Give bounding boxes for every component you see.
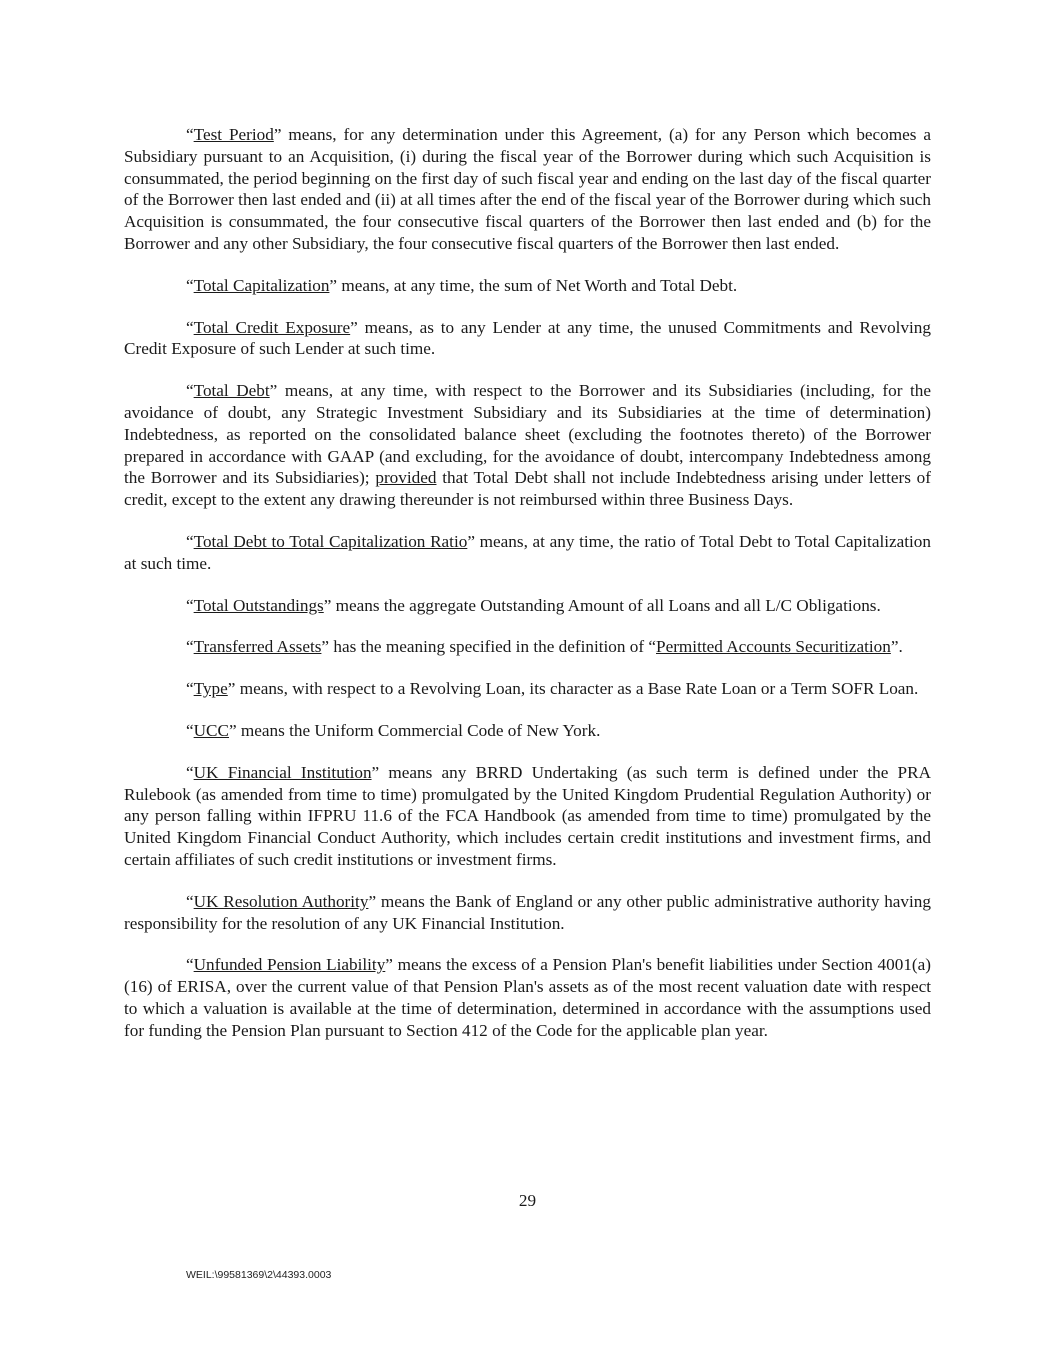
defined-term: Total Credit Exposure — [193, 317, 351, 337]
defined-term: Transferred Assets — [193, 637, 322, 657]
definition-text: means the aggregate Outstanding Amount of all Loans and all L/C Obligations. — [331, 595, 881, 615]
definition-uk-financial-institution: “UK Financial Institution” means any BRRD Undertaking (as such term is defined under the PRA Rulebook (as amended from time to time) promulgated by the United Kingdom Prudential Regulation Authority) or any person falling within IFPRU 11.6 of the FCA Handbook (as amended from time to time) promulgated by the United Kingdom Financial Conduct Authority, which includes certain credit institutions and investment firms, and certain affiliates of such credit institutions or investment firms. — [124, 762, 931, 869]
definition-total-debt: “Total Debt” means, at any time, with respect to the Borrower and its Subsidiaries (including, for the avoidance of doubt, any Strategic Investment Subsidiary and its Subsidiaries at the time of determination) Indebtedness, as reported on the consolidated balance sheet (excluding the footnotes thereto) of the Borrower prepared in accordance with GAAP (and excluding, for the avoidance of doubt, intercompany Indebtedness among the Borrower and its Subsidiaries); provided that Total Debt shall not include Indebtedness arising under letters of credit, except to the extent any drawing thereunder is not reimbursed within three Business Days. — [124, 381, 931, 510]
definition-text: means the Uniform Commercial Code of New York. — [236, 720, 601, 740]
defined-term: UCC — [193, 720, 229, 740]
definition-text: means any BRRD Undertaking (as such term is defined under the PRA Rulebook (as amended from time to time) promulgated by the United Kingdom Prudential Regulation Authority) or any person falling within IFPRU 11.6 of the FCA Handbook (as amended from time to time) promulgated by the United Kingdom Financial Conduct Authority, which includes certain credit institutions and investment firms, and certain affiliates of such credit institutions or investment firms. — [124, 762, 931, 869]
definition-uk-resolution-authority: “UK Resolution Authority” means the Bank of England or any other public administrative authority having responsibility for the resolution of any UK Financial Institution. — [124, 891, 931, 933]
definition-test-period: “Test Period” means, for any determination under this Agreement, (a) for any Person which becomes a Subsidiary pursuant to an Acquisition, (i) during the fiscal year of the Borrower during which such Acquisition is consummated, the period beginning on the first day of such fiscal year and ending on the last day of the fiscal quarter of the Borrower then last ended and (ii) at all times after the end of the fiscal year of the Borrower during which such Acquisition is consummated, the four consecutive fiscal quarters of the Borrower then last ended and (b) for the Borrower and any other Subsidiary, the four consecutive fiscal quarters of the Borrower then last ended. — [124, 125, 931, 253]
definition-text: that Total Debt shall not include Indebtedness arising under letters of credit, except to the extent any drawing thereunder is not reimbursed within three Business Days. — [124, 468, 931, 510]
definition-text: means, at any time, with respect to the Borrower and its Subsidiaries (including, for the avoidance of doubt, any Strategic Investment Subsidiary and its Subsidiaries at the time of determination) Indebtedness, as reported on the consolidated balance sheet (excluding the footnotes thereto) of the Borrower prepared in accordance with GAAP (and excluding, for the avoidance of doubt, intercompany Indebtedness among the Borrower and its Subsidiaries); — [124, 381, 931, 488]
definition-unfunded-pension-liability: “Unfunded Pension Liability” means the excess of a Pension Plan's benefit liabilities under Section 4001(a)(16) of ERISA, over the current value of that Pension Plan's assets as of the most recent valuation date with respect to which a valuation is available at the time of determination, determined in accordance with the assumptions used for funding the Pension Plan pursuant to Section 412 of the Code for the applicable plan year. — [124, 955, 931, 1040]
definition-text: means, at any time, the ratio of Total Debt to Total Capitalization at such time. — [124, 531, 931, 573]
defined-term: Total Debt to Total Capitalization Ratio — [193, 531, 468, 551]
definition-text: means, for any determination under this Agreement, (a) for any Person which becomes a Subsidiary pursuant to an Acquisition, (i) during the fiscal year of the Borrower during which such Acquisition is consummated, the period beginning on the first day of such fiscal year and ending on the last day of the fiscal quarter of the Borrower then last ended and (ii) at all times after the end of the fiscal year of the Borrower during which such Acquisition is consummated, the four consecutive fiscal quarters of the Borrower then last ended and (b) for the Borrower and any other Subsidiary, the four consecutive fiscal quarters of the Borrower then last ended. — [124, 125, 931, 253]
cross-reference-term: Permitted Accounts Securitization — [656, 637, 891, 657]
defined-term: Total Capitalization — [193, 275, 330, 295]
definition-text: means the Bank of England or any other public administrative authority having responsibility for the resolution of any UK Financial Institution. — [124, 891, 931, 933]
definition-text: means, at any time, the sum of Net Worth and Total Debt. — [337, 275, 738, 295]
definition-ucc: “UCC” means the Uniform Commercial Code of New York. — [186, 720, 601, 740]
definition-text: ”. — [890, 637, 903, 657]
defined-term: Unfunded Pension Liability — [193, 955, 386, 975]
defined-term: Total Debt — [193, 381, 270, 401]
definition-total-debt-ratio: “Total Debt to Total Capitalization Ratio” means, at any time, the ratio of Total Debt to Total Capitalization at such time. — [124, 531, 931, 573]
defined-term: Total Outstandings — [193, 595, 324, 615]
definition-total-capitalization: “Total Capitalization” means, at any time, the sum of Net Worth and Total Debt. — [186, 275, 738, 295]
defined-term: Test Period — [193, 125, 274, 144]
definition-text: means, with respect to a Revolving Loan, its character as a Base Rate Loan or a Term SOFR Loan. — [235, 679, 919, 699]
defined-term: Type — [193, 679, 228, 699]
underlined-word: provided — [375, 468, 437, 488]
definition-text: has the meaning specified in the definition of “ — [329, 637, 657, 657]
document-body — [124, 124, 931, 1062]
definition-text: means the excess of a Pension Plan's benefit liabilities under Section 4001(a)(16) of ERISA, over the current value of that Pension Plan's assets as of the most recent valuation date with respect to which a valuation is available at the time of determination, determined in accordance with the assumptions used for funding the Pension Plan pursuant to Section 412 of the Code for the applicable plan year. — [124, 955, 931, 1040]
defined-term: UK Financial Institution — [193, 762, 372, 782]
definition-type: “Type” means, with respect to a Revolving Loan, its character as a Base Rate Loan or a Term SOFR Loan. — [186, 679, 919, 699]
defined-term: UK Resolution Authority — [193, 891, 369, 911]
definition-total-outstandings: “Total Outstandings” means the aggregate Outstanding Amount of all Loans and all L/C Obligations. — [186, 595, 881, 615]
definition-total-credit-exposure: “Total Credit Exposure” means, as to any Lender at any time, the unused Commitments and Revolving Credit Exposure of such Lender at such time. — [124, 317, 931, 359]
definition-text: means, as to any Lender at any time, the unused Commitments and Revolving Credit Exposure of such Lender at such time. — [124, 317, 931, 359]
document-footer-code: WEIL:\99581369\2\44393.0003 — [186, 1269, 332, 1281]
page-number: 29 — [518, 1191, 537, 1210]
definition-transferred-assets: “Transferred Assets” has the meaning specified in the definition of “Permitted Accounts Securitization”. — [186, 637, 903, 657]
